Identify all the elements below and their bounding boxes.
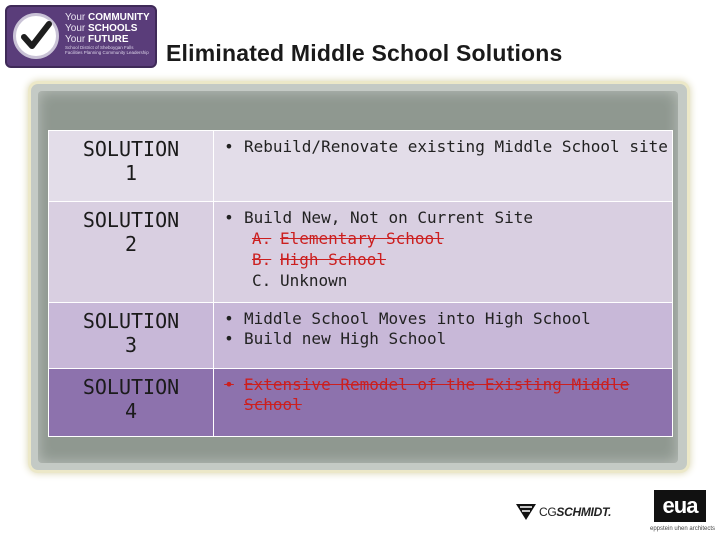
- table-row: [49, 303, 673, 369]
- cgschmidt-mark-icon: [515, 502, 537, 522]
- solution-details: [214, 369, 673, 437]
- logo-line-community: Your COMMUNITY: [65, 12, 150, 23]
- cg-prefix: CG: [539, 505, 557, 519]
- sub-item: B. High School: [252, 250, 386, 269]
- table-row: [49, 202, 673, 303]
- eua-logo: eua: [654, 490, 706, 522]
- solution-label: SOLUTION 3: [49, 303, 214, 369]
- solution-label: SOLUTION 2: [49, 202, 214, 303]
- bullet-item: • Build new High School: [224, 329, 447, 348]
- logo-tagline-text: Facilities Planning Community Leadership: [65, 50, 149, 55]
- solution-details: [214, 202, 673, 303]
- logo-line-future: Your FUTURE: [65, 34, 129, 45]
- cg-suffix: SCHMIDT.: [556, 505, 612, 519]
- logo-line-schools: Your SCHOOLS: [65, 23, 138, 34]
- bullet-item: • Middle School Moves into High School: [224, 309, 591, 328]
- solution-details: [214, 131, 673, 202]
- table-row: [49, 369, 673, 437]
- solution-label: SOLUTION 4: [49, 369, 214, 437]
- community-logo: [5, 5, 157, 68]
- bullet-item: • Build New, Not on Current Site: [224, 208, 533, 227]
- solution-label: SOLUTION 1: [49, 131, 214, 202]
- cgschmidt-logo: [515, 502, 611, 522]
- bullet-item: • Rebuild/Renovate existing Middle School site: [224, 137, 668, 156]
- checkmark-icon: [13, 13, 59, 59]
- slide-title: Eliminated Middle School Solutions: [166, 40, 563, 66]
- solution-details: [214, 303, 673, 369]
- sub-item: C. Unknown: [252, 271, 348, 290]
- bullet-item: • Extensive Remodel of the Existing Middle School: [224, 375, 630, 414]
- eua-tagline: eppstein uhen architects: [650, 526, 716, 532]
- sub-item: A. Elementary School: [252, 229, 444, 248]
- table-row: [49, 131, 673, 202]
- logo-district-text: School District of Sheboygan Falls: [65, 45, 134, 50]
- solutions-table: [48, 130, 673, 437]
